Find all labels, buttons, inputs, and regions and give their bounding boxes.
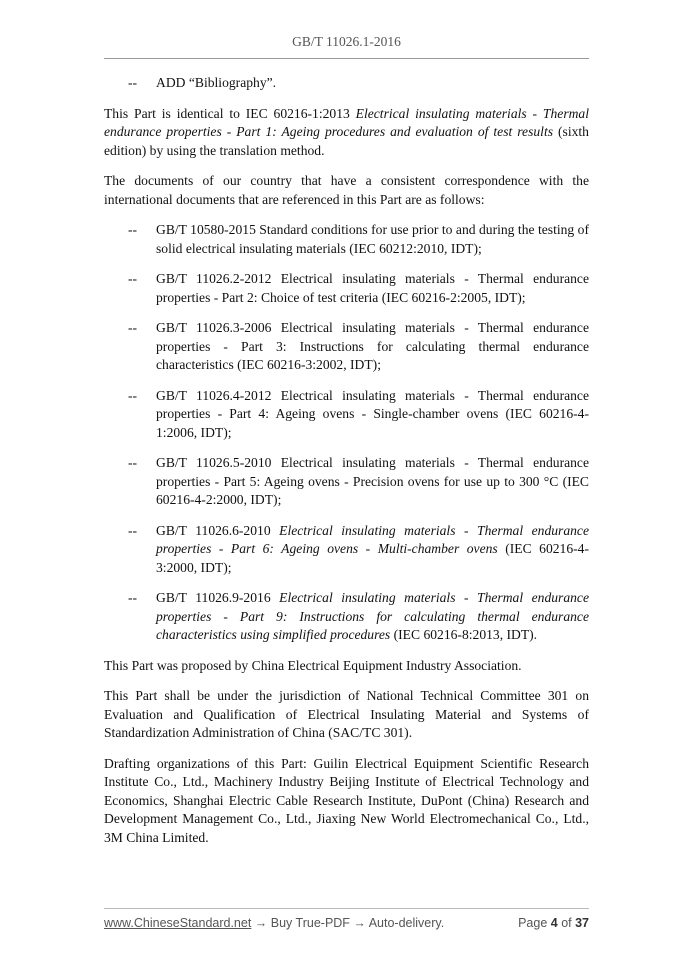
- standard-code: GB/T 11026.1-2016: [292, 34, 401, 49]
- list-dash: --: [128, 387, 138, 403]
- page-footer: [104, 916, 589, 936]
- footer-tagline: → Buy True-PDF → Auto-delivery.: [251, 916, 445, 930]
- list-dash: --: [128, 455, 138, 470]
- list-dash: --: [128, 590, 138, 605]
- footer-divider: [104, 908, 589, 909]
- references-intro-paragraph: The documents of our country that have a consistent correspondence with the international documents that are referenced in this Part are as follows:: [104, 173, 589, 207]
- list-item-text: ADD “Bibliography”.: [156, 75, 277, 90]
- drafting-organizations-paragraph: Drafting organizations of this Part: Guilin Electrical Equipment Scientific Research Institute Co., Ltd., Machinery Industry Beijing Institute of Electrical Technology and Economics, Shanghai Electric Cable Research Institute, DuPont (China) Research and Development Management Co., Ltd., Jiaxing New World Electromechanical Co., Ltd., 3M China Limited.: [104, 755, 589, 845]
- footer-promo: [104, 916, 444, 930]
- site-link[interactable]: www.ChineseStandard.net: [104, 916, 252, 930]
- page-indicator: Page 4 of 37: [518, 916, 589, 930]
- list-dash: --: [128, 522, 138, 538]
- page-number: 4: [550, 916, 558, 930]
- jurisdiction-paragraph: This Part shall be under the jurisdiction of National Technical Committee 301 on Evaluation and Qualification of Electrical Insulating Material and Systems of Standardization Administration of China (SAC/TC 301).: [104, 688, 589, 740]
- reference-item: -- GB/T 11026.4-2012 Electrical insulating materials - Thermal endurance properties - Part 4: Ageing ovens - Single-chamber ovens (IEC 60216-4-1:2006, IDT);: [128, 387, 589, 440]
- list-dash: --: [128, 75, 138, 90]
- reference-item: -- GB/T 11026.9-2016 Electrical insulating materials - Thermal endurance properties - Part 9: Instructions for calculating thermal endurance characteristics using simplified procedures (IEC 60216-8:2013, IDT).: [128, 590, 589, 642]
- reference-item: -- GB/T 11026.5-2010 Electrical insulating materials - Thermal endurance properties - Part 5: Ageing ovens - Precision ovens for use up to 300 °C (IEC 60216-4-2:2000, IDT);: [128, 455, 589, 507]
- reference-item: -- GB/T 11026.2-2012 Electrical insulating materials - Thermal endurance properties - Part 2: Choice of test criteria (IEC 60216-2:2005, IDT);: [128, 271, 589, 305]
- reference-item: -- GB/T 11026.3-2006 Electrical insulating materials - Thermal endurance properties - Part 3: Instructions for calculating thermal endurance characteristics (IEC 60216-3:2002, IDT);: [128, 320, 589, 372]
- identity-paragraph: This Part is identical to IEC 60216-1:2013 Electrical insulating materials - Thermal endurance properties - Part 1: Ageing procedures and evaluation of test results (sixth edition) by using the translation method.: [104, 105, 590, 158]
- page-header: [104, 34, 589, 59]
- reference-item: -- GB/T 10580-2015 Standard conditions for use prior to and during the testing of solid electrical insulating materials (IEC 60212:2010, IDT);: [128, 222, 589, 256]
- reference-list: [104, 221, 589, 645]
- page-content: [104, 74, 589, 859]
- reference-item: -- GB/T 11026.6-2010 Electrical insulating materials - Thermal endurance properties - Part 6: Ageing ovens - Multi-chamber ovens (IEC 60216-4-3:2000, IDT);: [128, 522, 589, 575]
- list-dash: --: [128, 222, 138, 237]
- proposed-by-paragraph: This Part was proposed by China Electrical Equipment Industry Association.: [104, 657, 522, 673]
- list-dash: --: [128, 320, 138, 335]
- list-item-add-bibliography: [104, 74, 589, 93]
- total-pages: 37: [575, 916, 589, 930]
- list-dash: --: [128, 271, 138, 286]
